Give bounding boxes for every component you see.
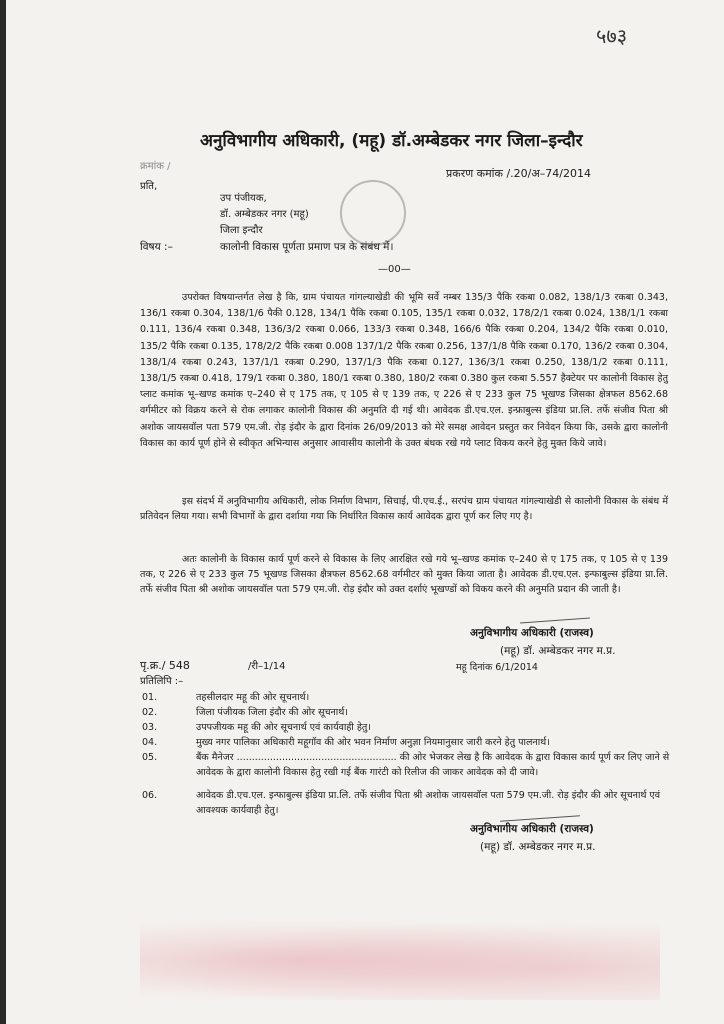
- copy-label: प्रतिलिपि :–: [140, 676, 184, 687]
- paragraph-1: उपरोक्त विषयान्तर्गत लेख है कि, ग्राम पंचायत गांगल्याखेडी की भूमि सर्वे नम्बर 135/3 पैकि रकबा 0.082, 138/1/3 रकबा 0.343, 136/1 रकबा 0.304, 138/1/6 पैकी 0.128, 134/1 पैकि रकबा 0.105, 135/1 रकबा 0.032, 178/2/1 रकबा 0.024, 138/1/1 रकबा 0.111, 136/4 रकबा 0.348, 136/3/2 रकबा 0.066, 133/3 रकबा 0.348, 166/6 पैकि रकबा 0.204, 134/2 पैकि रकबा 0.010, 135/2 पैकि रकबा 0.135, 178/2/2 पैकि रकबा 0.008 137/1/2 पैकि रकबा 0.256, 137/1/8 पैकि रकबा 0.170, 136/2 रकबा 0.304, 138/1/4 रकबा 0.243, 137/1/1 रकबा 0.290, 137/1/3 पैकि रकबा 0.127, 136/3/1 रकबा 0.250, 138/1/2 रकबा 0.111, 138/1/5 रकबा 0.418, 179/1 रकबा 0.380, 180/1 रकबा 0.380, 180/2 रकबा 0.380 कुल रकबा 5.557 हैक्टेयर पर कालोनी विकास हेतु प्लाट कमांक भू–खण्ड कमांक ए–240 से ए 175 तक, ए 105 से ए 139 तक, ए 226 से ए 233 कुल 75 भूखण्ड जिसका क्षेत्रफल 8562.68 वर्गमीटर को विक्रय करने से रोक लगाकर कालोनी विकास की अनुमति दी गई थी। आवेदक डी.एच.एल. इन्फ्राबुल्स इंडिया प्रा.लि. तर्फे संजीव पिता श्री अशोक जायसवॉल पता 579 एम.जी. रोड़ इंदौर के द्वारा दिनांक 26/09/2013 को मेरे समक्ष आवेदन प्रस्तुत कर निवेदन किया कि, उसके द्वारा कालोनी विकास का कार्य पूर्ण होने से स्वीकृत अभिन्यास अनुसार आवासीय कालोनी के उक्त बंधक रखे गये प्लाट विकय करने हेतु मुक्त किये जावे।: [140, 292, 668, 449]
- to-line-1: उप पंजीयक,: [220, 193, 267, 204]
- list-item: 05. बैंक मैनेजर ..................................................... की ओर भेजकर लेख है कि आवेदक के द्वारा विकास कार्य पूर्ण कर लिए जाने से आवेदक के द्वारा कालोनी विकास हेतु रखी गई बैंक गारंटी को रिलीज की जाकर आवेदक को दी जावे।: [142, 752, 670, 778]
- scan-edge: [0, 0, 6, 1024]
- subject-label: विषय :–: [140, 241, 173, 253]
- signature-2-title: अनुविभागीय अधिकारी (राजस्व): [470, 823, 594, 835]
- paragraph-3: अतः कालोनी के विकास कार्य पूर्ण करने से विकास के लिए आरक्षित रखे गये भू–खण्ड कमांक ए–240 से ए 175 तक, ए 105 से ए 139 तक, ए 226 से ए 233 कुल 75 भूखण्ड जिसका क्षैत्रफल 8562.68 वर्गमीटर को मुक्त किया जाता है। आवेदक डी.एच.एल. इन्फाबुल्स इंडिया प्रा.लि. तर्फे संजीव पिता श्री अशोक जायसवॉल पता 579 एम.जी. रोड़ इंदौर को उक्त दर्शाएं भूखण्डों को विकय करने की अनुमति प्रदान की जाती है।: [140, 554, 668, 595]
- subject-text: कालोनी विकास पूर्णता प्रमाण पत्र के संबंध में।: [220, 241, 394, 253]
- signature-1-title: अनुविभागीय अधिकारी (राजस्व): [470, 627, 594, 639]
- list-item: 03. उपपजीयक महू की ओर सूचनार्थ एवं कार्यवाही हेतु।: [142, 722, 371, 733]
- to-line-3: जिला इन्दौर: [220, 225, 263, 236]
- scan-smudge: [140, 920, 660, 1000]
- signature-1-place: (महू) डॉ. अम्बेडकर नगर म.प्र.: [500, 645, 616, 657]
- signature-2-place: (महू) डॉ. अम्बेडकर नगर म.प्र.: [480, 841, 596, 853]
- kramank-line: क्रमांक /: [140, 161, 171, 172]
- signature-1-scribble: [520, 618, 590, 624]
- list-item: 01. तहसीलदार महू की ओर सूचनार्थ।: [142, 692, 310, 703]
- to-line-2: डॉ. अम्बेडकर नगर (महू): [220, 209, 309, 220]
- endorsement-ref-suffix: /री–1/14: [248, 661, 286, 672]
- list-item: 04. मुख्य नगर पालिका अधिकारी महूगॉव की ओर भवन निर्माण अनुज्ञा नियमानुसार जारी करने हेतु पालनार्थ।: [142, 737, 550, 748]
- signature-1-date: महू दिनांक 6/1/2014: [456, 662, 538, 673]
- divider: —00—: [378, 264, 411, 275]
- paragraph-2: इस संदर्भ में अनुविभागीय अधिकारी, लोक निर्माण विभाग, सिचाई, पी.एच.ई., सरपंच ग्राम पंचायत गांगल्याखेडी से कालोनी विकास के संबंध में प्रतिवेदन लिया गया। सभी विभागों के द्वारा दर्शाया गया कि निर्धारित विकास कार्य आवेदक द्वारा पूर्ण कर लिए गए है।: [140, 496, 668, 522]
- list-item: 06. आवेदक डी.एच.एल. इन्फाबुल्स इंडिया प्रा.लि. तर्फे संजीव पिता श्री अशोक जायसवॉल पता 579 एम.जी. रोड़ इंदौर की ओर सूचनार्थ एवं आवश्यक कार्यवाही हेतु।: [142, 790, 661, 816]
- endorsement-ref: पृ.क्र./ 548: [140, 659, 190, 672]
- distribution-list: [142, 690, 672, 818]
- handwritten-page-number: ५७३: [596, 24, 628, 48]
- to-label: प्रति,: [140, 181, 158, 192]
- office-stamp: [340, 180, 406, 246]
- list-item: 02. जिला पंजीयक जिला इंदौर की ओर सूचनार्थ।: [142, 707, 348, 718]
- office-header: अनुविभागीय अधिकारी, (महू) डॉ.अम्बेडकर नगर जिला–इन्दौर: [200, 131, 583, 151]
- prakaran-number: प्रकरण कमांक /.20/अ–74/2014: [446, 167, 591, 180]
